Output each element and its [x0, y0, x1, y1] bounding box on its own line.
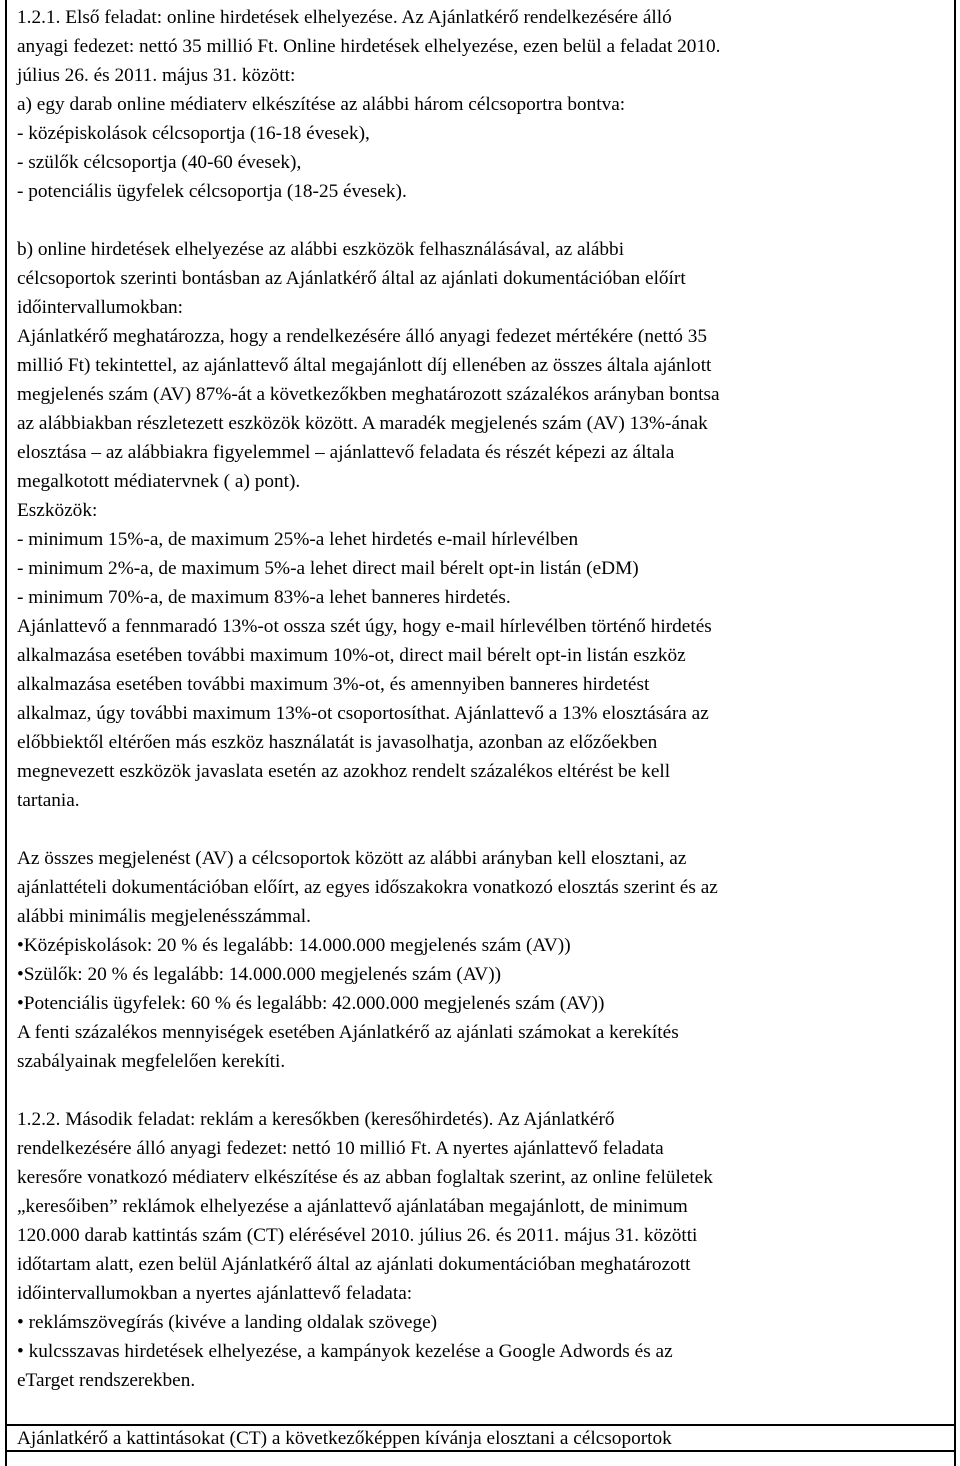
text-line: rendelkezésére álló anyagi fedezet: nettó 10 millió Ft. A nyertes ajánlattevő feladata: [17, 1138, 664, 1159]
text-line: Ajánlatkérő meghatározza, hogy a rendelkezésére álló anyagi fedezet mértékére (nettó 35: [17, 326, 708, 347]
text-line: - potenciális ügyfelek célcsoportja (18-25 évesek).: [17, 181, 407, 202]
text-line: időtartam alatt, ezen belül Ajánlatkérő által az ajánlati dokumentációban meghatározott: [17, 1254, 691, 1275]
text-line: alkalmazása esetében további maximum 10%-ot, direct mail bérelt opt-in listán eszköz: [17, 645, 686, 666]
text-line: időintervallumokban:: [17, 297, 183, 318]
text-line: szabályainak megfelelően kerekíti.: [17, 1051, 286, 1072]
text-line: millió Ft) tekintettel, az ajánlattevő által megajánlott díj ellenében az összes általa ajánlott: [17, 355, 712, 376]
text-line: megalkotott médiatervnek ( a) pont).: [17, 471, 301, 492]
bullet-item: • reklámszövegírás (kivéve a landing oldalak szövege): [17, 1312, 438, 1333]
text-line: alkalmazása esetében további maximum 3%-ot, és amennyiben banneres hirdetést: [17, 674, 650, 695]
heading-1-2-1: 1.2.1. Első feladat: online hirdetések elhelyezése. Az Ajánlatkérő rendelkezésére álló: [17, 7, 672, 28]
heading-1-2-2: 1.2.2. Második feladat: reklám a keresőkben (keresőhirdetés). Az Ajánlatkérő: [17, 1109, 615, 1130]
text-line: - szülők célcsoportja (40-60 évesek),: [17, 152, 302, 173]
text-line: - minimum 70%-a, de maximum 83%-a lehet banneres hirdetés.: [17, 587, 511, 608]
text-line: július 26. és 2011. május 31. között:: [17, 65, 296, 86]
text-line: anyagi fedezet: nettó 35 millió Ft. Online hirdetések elhelyezése, ezen belül a feladat 2010.: [17, 36, 721, 57]
text-line: megnevezett eszközök javaslata esetén az azokhoz rendelt százalékos eltérést be kell: [17, 761, 671, 782]
text-line: Az összes megjelenést (AV) a célcsoportok között az alábbi arányban kell elosztani, az: [17, 848, 687, 869]
text-line: a) egy darab online médiaterv elkészítése az alábbi három célcsoportra bontva:: [17, 94, 626, 115]
text-line: előbbiektől eltérően más eszköz használatát is javasolhatja, azonban az előzőekben: [17, 732, 658, 753]
text-line: eTarget rendszerekben.: [17, 1370, 196, 1391]
text-line: - minimum 2%-a, de maximum 5%-a lehet direct mail bérelt opt-in listán (eDM): [17, 558, 639, 579]
text-line: alábbi minimális megjelenésszámmal.: [17, 906, 311, 927]
text-line: megjelenés szám (AV) 87%-át a következőkben meghatározott százalékos arányban bontsa: [17, 384, 720, 405]
text-line: az alábbiakban részletezett eszközök között. A maradék megjelenés szám (AV) 13%-ának: [17, 413, 708, 434]
text-line: „keresőiben” reklámok elhelyezése a ajánlattevő ajánlatában megajánlott, de minimum: [17, 1196, 688, 1217]
bullet-item: •Szülők: 20 % és legalább: 14.000.000 megjelenés szám (AV)): [17, 964, 502, 985]
text-line: Eszközök:: [17, 500, 98, 521]
text-line: elosztása – az alábbiakra figyelemmel – ajánlattevő feladata és részét képezi az általa: [17, 442, 675, 463]
text-line: A fenti százalékos mennyiségek esetében Ajánlatkérő az ajánlati számokat a kerekítés: [17, 1022, 679, 1043]
text-line: célcsoportok szerinti bontásban az Ajánlatkérő által az ajánlati dokumentációban előírt: [17, 268, 686, 289]
bullet-item: •Potenciális ügyfelek: 60 % és legalább: 42.000.000 megjelenés szám (AV)): [17, 993, 605, 1014]
bullet-item: • kulcsszavas hirdetések elhelyezése, a kampányok kezelése a Google Adwords és az: [17, 1341, 673, 1362]
text-line: - középiskolások célcsoportja (16-18 évesek),: [17, 123, 370, 144]
text-line: keresőre vonatkozó médiaterv elkészítése és az abban foglaltak szerint, az online felületek: [17, 1167, 713, 1188]
text-line: időintervallumokban a nyertes ajánlattevő feladata:: [17, 1283, 413, 1304]
text-line: - minimum 15%-a, de maximum 25%-a lehet hirdetés e-mail hírlevélben: [17, 529, 579, 550]
text-line: ajánlattételi dokumentációban előírt, az egyes időszakokra vonatkozó elosztás szerint és az: [17, 877, 718, 898]
text-line: tartania.: [17, 790, 80, 811]
bullet-item: •Középiskolások: 20 % és legalább: 14.000.000 megjelenés szám (AV)): [17, 935, 571, 956]
text-line: alkalmaz, úgy további maximum 13%-ot csoportosíthat. Ajánlattevő a 13% elosztására az: [17, 703, 709, 724]
text-line: 120.000 darab kattintás szám (CT) elérésével 2010. július 26. és 2011. május 31. közötti: [17, 1225, 698, 1246]
text-line: Ajánlattevő a fennmaradó 13%-ot ossza szét úgy, hogy e-mail hírlevélben történő hirdetés: [17, 616, 712, 637]
text-line: Ajánlatkérő a kattintásokat (CT) a következőképpen kívánja elosztani a célcsoportok: [17, 1428, 672, 1449]
text-line: b) online hirdetések elhelyezése az alábbi eszközök felhasználásával, az alábbi: [17, 239, 625, 260]
